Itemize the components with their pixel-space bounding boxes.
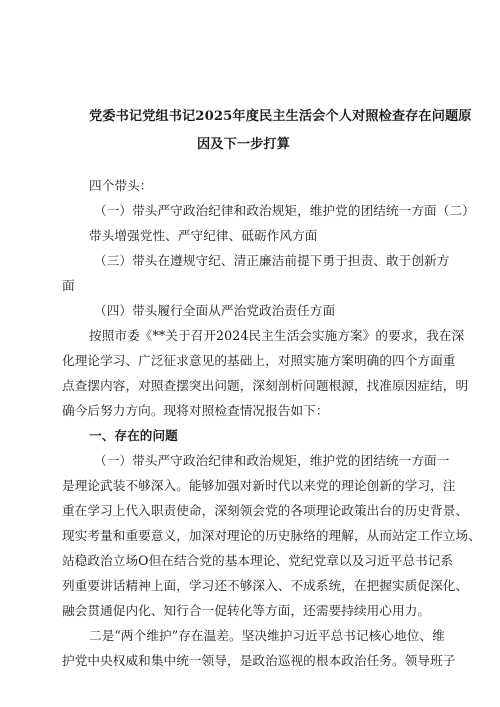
body-line: 确今后努力方向。现将对照检查情况报告如下： <box>62 403 329 418</box>
body-line: 化理论学习、广泛征求意见的基础上，对照实施方案明确的四个方面重 <box>62 353 456 368</box>
body-line: （四）带头履行全面从严治党政治责任方面 <box>94 303 336 318</box>
body-line: 护党中央权威和集中统一领导，是政治巡视的根本政治任务。领导班子 <box>62 653 456 668</box>
title-line-1: 党委书记党组书记2025年度民主生活会个人对照检查存在问题原 <box>89 109 472 124</box>
body-line: 列重要讲话精神上面，学习还不够深入、不成系统，在把握实质促深化、 <box>62 578 469 593</box>
body-line: 融会贯通促内化、知行合一促转化等方面，还需要持续用心用力。 <box>62 603 431 618</box>
body-line: 面 <box>62 278 75 293</box>
body-line: 重在学习上代入职责使命，深刻领会党的各项理论政策出台的历史背景、 <box>62 503 469 518</box>
body-line: 点查摆内容，对照查摆突出问题，深刻剖析问题根源，找准原因症结，明 <box>62 378 469 393</box>
body-line: 是理论武装不够深入。能够加强对新时代以来党的理论创新的学习，注 <box>62 478 456 493</box>
body-line: （一）带头严守政治纪律和政治规矩，维护党的团结统一方面（二） <box>94 203 475 218</box>
body-line: 四个带头： <box>89 178 153 193</box>
body-line: （一）带头严守政治纪律和政治规矩，维护党的团结统一方面一 <box>94 453 450 468</box>
body-line: 二是“两个维护”存在温差。坚决维护习近平总书记核心地位、维 <box>89 628 445 643</box>
body-line: 现实考量和重要意义，加深对理论的历史脉络的理解，从而站定工作立场、 <box>62 528 481 543</box>
title-line-2: 因及下一步打算 <box>197 137 291 152</box>
section-heading: 一、存在的问题 <box>89 428 178 443</box>
body-line: 站稳政治立场O但在结合党的基本理论、党纪党章以及习近平总书记系 <box>62 553 454 568</box>
body-line: 带头增强党性、严守纪律、砥砺作风方面 <box>89 228 318 243</box>
body-line: 按照市委《**关于召开2024民主生活会实施方案》的要求，我在深 <box>89 328 465 343</box>
body-line: （三）带头在遵规守纪、清正廉洁前提下勇于担责、敢于创新方 <box>94 253 450 268</box>
